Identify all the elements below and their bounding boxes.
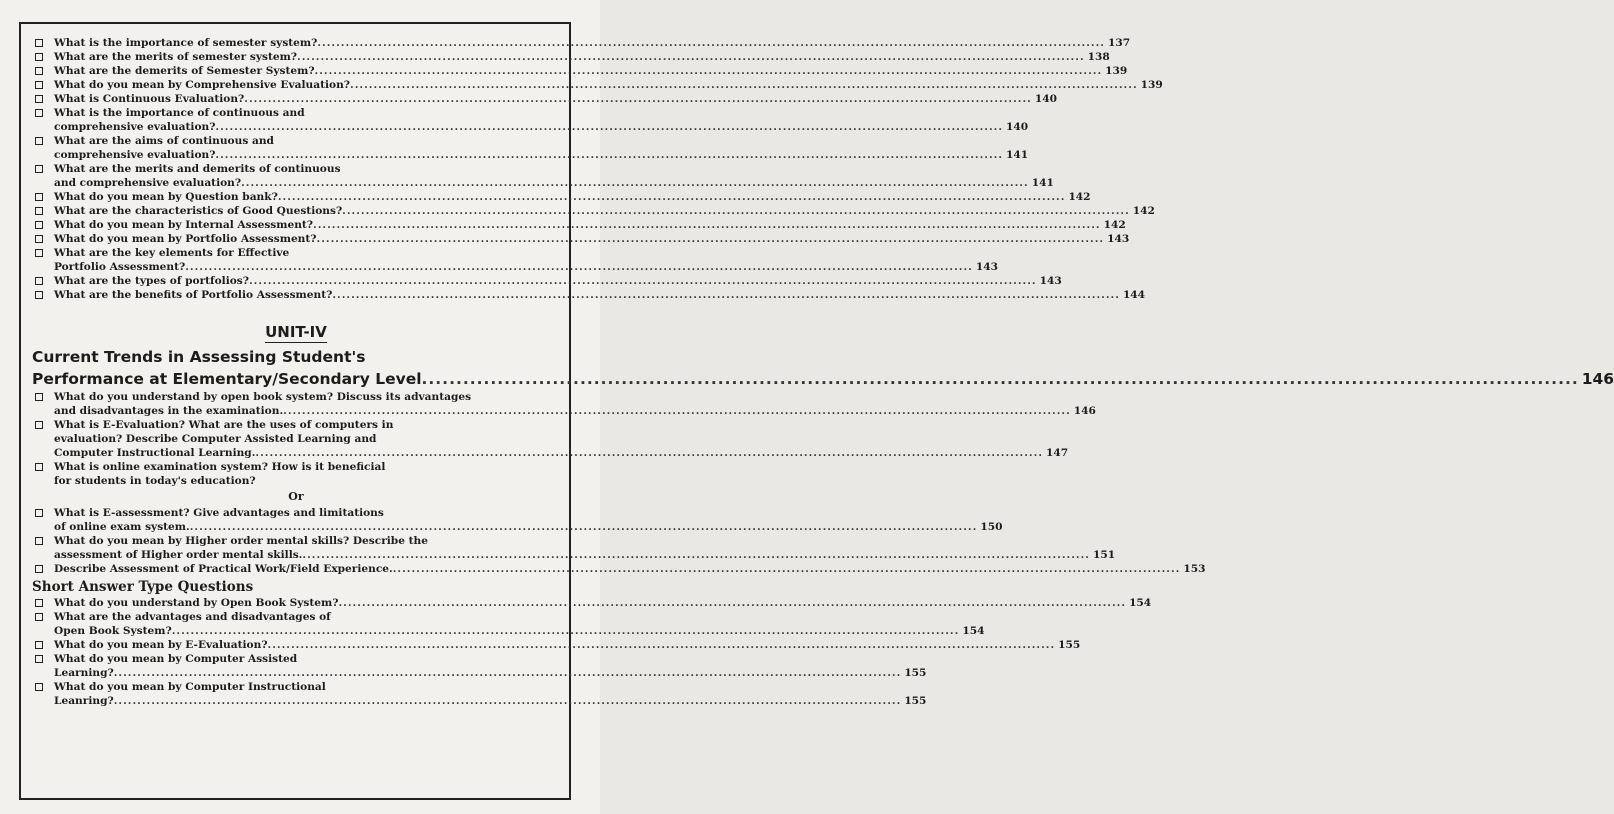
leader-dots: [190, 520, 978, 534]
toc-entry-line: and comprehensive evaluation?: [54, 177, 242, 189]
toc-entry[interactable]: [32, 134, 1029, 162]
toc-entry[interactable]: [32, 218, 1126, 232]
toc-list-short-answer: [32, 596, 1152, 708]
leader-dots: [249, 274, 1037, 288]
toc-entry-text: [54, 50, 1110, 64]
page-number: 141: [1006, 149, 1029, 161]
checkbox-icon: [35, 463, 43, 471]
page-number: 143: [975, 261, 998, 273]
toc-entry-text: [54, 204, 1155, 218]
page-number: 139: [1105, 65, 1128, 77]
toc-entry-text: [54, 36, 1130, 50]
leader-dots: [302, 548, 1090, 562]
toc-list-top: [32, 36, 1163, 302]
toc-entry-line: comprehensive evaluation?: [54, 121, 216, 133]
leader-dots: [338, 596, 1126, 610]
toc-entry-line: and disadvantages in the examination.: [54, 405, 284, 417]
toc-entry[interactable]: [32, 232, 1130, 246]
toc-entry[interactable]: [32, 680, 927, 708]
toc-entry[interactable]: [32, 390, 1096, 418]
toc-entry-line: What do you mean by Computer Assisted: [54, 653, 298, 665]
page-number: 143: [1039, 275, 1062, 287]
toc-entry-last-line: [54, 260, 998, 274]
toc-entry-text: [54, 134, 1028, 162]
toc-entry-line: Leanring?: [54, 695, 114, 707]
checkbox-icon: [35, 641, 43, 649]
page-number: 155: [904, 667, 927, 679]
checkbox-icon: [35, 249, 43, 257]
toc-entry-last-line: [54, 446, 1068, 460]
page-number: 142: [1068, 191, 1091, 203]
checkbox-icon: [35, 137, 43, 145]
page-number: 150: [980, 521, 1003, 533]
toc-entry-line: What are the aims of continuous and: [54, 135, 274, 147]
toc-entry-line: What is online examination system? How is it beneficial: [54, 461, 386, 473]
toc-entry[interactable]: [32, 274, 1062, 288]
page-number: 142: [1103, 219, 1126, 231]
toc-entry-last-line: [54, 78, 1163, 92]
toc-entry[interactable]: [32, 246, 998, 274]
page-number: 151: [1093, 549, 1116, 561]
toc-entry[interactable]: [32, 78, 1163, 92]
leader-dots: [313, 218, 1101, 232]
toc-entry-line: What do you understand by Open Book System?: [54, 597, 339, 609]
toc-entry[interactable]: [32, 162, 1054, 190]
toc-entry-line: What are the advantages and disadvantages of: [54, 611, 331, 623]
toc-entry-last-line: [54, 50, 1110, 64]
toc-entry-line: What is the importance of continuous and: [54, 107, 305, 119]
page-number: 138: [1087, 51, 1110, 63]
toc-entry-line: What do you mean by Question bank?: [54, 191, 278, 203]
toc-entry-line: What are the key elements for Effective: [54, 247, 290, 259]
page-number: 141: [1031, 177, 1054, 189]
checkbox-icon: [35, 537, 43, 545]
toc-entry-text: [54, 162, 1054, 190]
toc-entry-line: What do you understand by open book system? Discuss its advantages: [54, 391, 472, 403]
table-of-contents: [32, 36, 1614, 708]
leader-dots: [283, 404, 1071, 418]
toc-entry-line: assessment of Higher order mental skills.: [54, 549, 303, 561]
checkbox-icon: [35, 53, 43, 61]
page-number: 153: [1183, 563, 1206, 575]
toc-list-unit: [32, 390, 1096, 488]
short-answer-heading: Short Answer Type Questions: [32, 579, 254, 595]
toc-entry-line: What do you mean by E-Evaluation?: [54, 639, 268, 651]
toc-entry-text: [54, 78, 1163, 92]
page-number: 139: [1140, 79, 1163, 91]
unit-label: UNIT-IV: [265, 323, 327, 341]
leader-dots: [215, 120, 1003, 134]
toc-entry-last-line: [54, 204, 1155, 218]
toc-entry-last-line: [54, 548, 1115, 562]
checkbox-icon: [35, 221, 43, 229]
toc-entry-line: Portfolio Assessment?: [54, 261, 186, 273]
page-number: 155: [904, 695, 927, 707]
toc-entry-line: of online exam system.: [54, 521, 190, 533]
checkbox-icon: [35, 509, 43, 517]
toc-entry-line: What do you mean by Higher order mental skills? Describe the: [54, 535, 428, 547]
unit-title-line2-text: Performance at Elementary/Secondary Level: [32, 370, 422, 388]
toc-entry-text: [54, 92, 1057, 106]
page-number: 147: [1046, 447, 1069, 459]
toc-entry[interactable]: [32, 638, 1081, 652]
toc-entry[interactable]: [32, 36, 1131, 50]
toc-entry-last-line: [54, 288, 1145, 302]
checkbox-icon: [35, 235, 43, 243]
toc-entry[interactable]: [32, 652, 927, 680]
toc-entry[interactable]: [32, 64, 1128, 78]
toc-entry-line: What do you mean by Portfolio Assessment?: [54, 233, 317, 245]
toc-entry-text: [54, 596, 1151, 610]
page-number: 144: [1122, 289, 1146, 301]
leader-dots: [342, 204, 1130, 218]
leader-dots: [297, 50, 1085, 64]
checkbox-icon: [35, 95, 43, 103]
toc-entry-text: [54, 106, 1028, 134]
leader-dots: [172, 624, 960, 638]
toc-entry[interactable]: [32, 190, 1091, 204]
toc-entry-text: [54, 232, 1129, 246]
checkbox-icon: [35, 599, 43, 607]
leader-dots: [255, 446, 1043, 460]
toc-entry-line: Learning?: [54, 667, 114, 679]
leader-dots: [315, 64, 1103, 78]
leader-dots: [422, 368, 1579, 390]
toc-entry-last-line: [54, 232, 1129, 246]
toc-entry-line: Open Book System?: [54, 625, 172, 637]
toc-entry-text: [54, 190, 1091, 204]
toc-entry-line: What is the importance of semester system?: [54, 37, 318, 49]
unit-title-line1: Current Trends in Assessing Student's: [32, 348, 366, 366]
toc-entry-last-line: [54, 176, 1054, 190]
toc-entry-text: [54, 638, 1080, 652]
toc-entry-text: [54, 418, 1068, 460]
toc-entry-line: evaluation? Describe Computer Assisted Learning and: [54, 433, 377, 445]
page-number: 142: [1132, 205, 1155, 217]
toc-entry-last-line: [54, 218, 1126, 232]
toc-entry-text: [54, 460, 560, 488]
leader-dots: [317, 232, 1105, 246]
toc-entry[interactable]: [32, 92, 1057, 106]
toc-entry-last-line: [54, 624, 984, 638]
checkbox-icon: [35, 683, 43, 691]
toc-entry-line: Computer Instructional Learning.: [54, 447, 256, 459]
leader-dots: [185, 260, 973, 274]
toc-entry-line: Describe Assessment of Practical Work/Field Experience.: [54, 563, 393, 575]
toc-entry[interactable]: [32, 106, 1029, 134]
toc-entry-line: What do you mean by Comprehensive Evaluation?: [54, 79, 351, 91]
toc-entry[interactable]: [32, 534, 1116, 562]
toc-entry-text: [54, 534, 1115, 562]
leader-dots: [350, 78, 1138, 92]
toc-entry-last-line: [54, 274, 1062, 288]
toc-entry[interactable]: [32, 610, 985, 638]
toc-entry-last-line: [54, 148, 1028, 162]
toc-entry-text: [54, 218, 1126, 232]
toc-entry-last-line: [54, 64, 1127, 78]
toc-entry-line: comprehensive evaluation?: [54, 149, 216, 161]
toc-entry[interactable]: [32, 204, 1155, 218]
leader-dots: [278, 190, 1066, 204]
leader-dots: [332, 288, 1120, 302]
checkbox-icon: [35, 81, 43, 89]
or-separator: Or: [288, 490, 304, 503]
toc-entry-last-line: [54, 638, 1080, 652]
checkbox-icon: [35, 655, 43, 663]
toc-entry-last-line: [54, 404, 1096, 418]
unit-title-page: 146: [1581, 370, 1614, 388]
page-number: 137: [1107, 37, 1131, 49]
checkbox-icon: [35, 421, 43, 429]
toc-entry-text: [54, 652, 926, 680]
toc-entry-line: What are the merits of semester system?: [54, 51, 298, 63]
checkbox-icon: [35, 67, 43, 75]
toc-entry-last-line: [54, 694, 926, 708]
toc-entry[interactable]: [32, 562, 1206, 576]
checkbox-icon: [35, 109, 43, 117]
toc-entry-line: What is E-assessment? Give advantages and limitations: [54, 507, 384, 519]
toc-entry-last-line: [54, 92, 1057, 106]
page-number: 140: [1034, 93, 1057, 105]
checkbox-icon: [35, 613, 43, 621]
toc-entry-last-line: [54, 120, 1028, 134]
toc-entry[interactable]: [32, 596, 1152, 610]
toc-entry-line: What is E-Evaluation? What are the uses of computers in: [54, 419, 394, 431]
page-number: 154: [962, 625, 985, 637]
toc-entry-last-line: [54, 562, 1205, 576]
toc-entry-text: [54, 64, 1127, 78]
page-number: 140: [1006, 121, 1029, 133]
checkbox-icon: [35, 291, 43, 299]
leader-dots: [317, 36, 1105, 50]
checkbox-icon: [35, 393, 43, 401]
checkbox-icon: [35, 165, 43, 173]
toc-entry-text: [54, 680, 926, 708]
toc-entry-line: What are the types of portfolios?: [54, 275, 249, 287]
toc-entry-last-line: [54, 666, 926, 680]
leader-dots: [241, 176, 1029, 190]
toc-entry-line: What are the benefits of Portfolio Assessment?: [54, 289, 333, 301]
toc-entry[interactable]: [32, 418, 1069, 460]
toc-entry[interactable]: [32, 460, 560, 488]
toc-entry-last-line: [54, 520, 1002, 534]
toc-entry-line: What do you mean by Computer Instructional: [54, 681, 326, 693]
toc-entry-last-line: [54, 36, 1130, 50]
checkbox-icon: [35, 207, 43, 215]
checkbox-icon: [35, 277, 43, 285]
page-number: 154: [1129, 597, 1152, 609]
toc-entry[interactable]: [32, 288, 1146, 302]
toc-entry-line: for students in today's education?: [54, 475, 256, 487]
leader-dots: [268, 638, 1056, 652]
toc-entry-text: [54, 288, 1145, 302]
page-number: 143: [1107, 233, 1130, 245]
toc-entry-text: [54, 246, 998, 274]
leader-dots: [114, 694, 902, 708]
toc-entry-last-line: [54, 596, 1151, 610]
toc-entry-line: What are the demerits of Semester System?: [54, 65, 315, 77]
leader-dots: [393, 562, 1181, 576]
toc-entry-text: [54, 390, 1096, 418]
toc-entry-text: [54, 610, 984, 638]
leader-dots: [114, 666, 902, 680]
toc-entry-line: What is Continuous Evaluation?: [54, 93, 245, 105]
toc-entry-line: What are the characteristics of Good Questions?: [54, 205, 343, 217]
page-number: 155: [1058, 639, 1081, 651]
toc-entry-text: [54, 274, 1062, 288]
leader-dots: [244, 92, 1032, 106]
toc-entry[interactable]: [32, 50, 1110, 64]
page-number: 146: [1073, 405, 1096, 417]
toc-entry-line: What are the merits and demerits of continuous: [54, 163, 341, 175]
toc-entry-text: [54, 562, 1205, 576]
unit-heading: [32, 322, 560, 346]
checkbox-icon: [35, 193, 43, 201]
checkbox-icon: [35, 565, 43, 573]
unit-title-line2: [32, 368, 1614, 390]
toc-entry[interactable]: [32, 506, 1003, 534]
checkbox-icon: [35, 39, 43, 47]
toc-list-unit-continued: [32, 506, 1206, 576]
toc-entry-text: [54, 506, 1002, 534]
toc-entry-line: What do you mean by Internal Assessment?: [54, 219, 313, 231]
leader-dots: [215, 148, 1003, 162]
toc-entry-last-line: [54, 190, 1091, 204]
